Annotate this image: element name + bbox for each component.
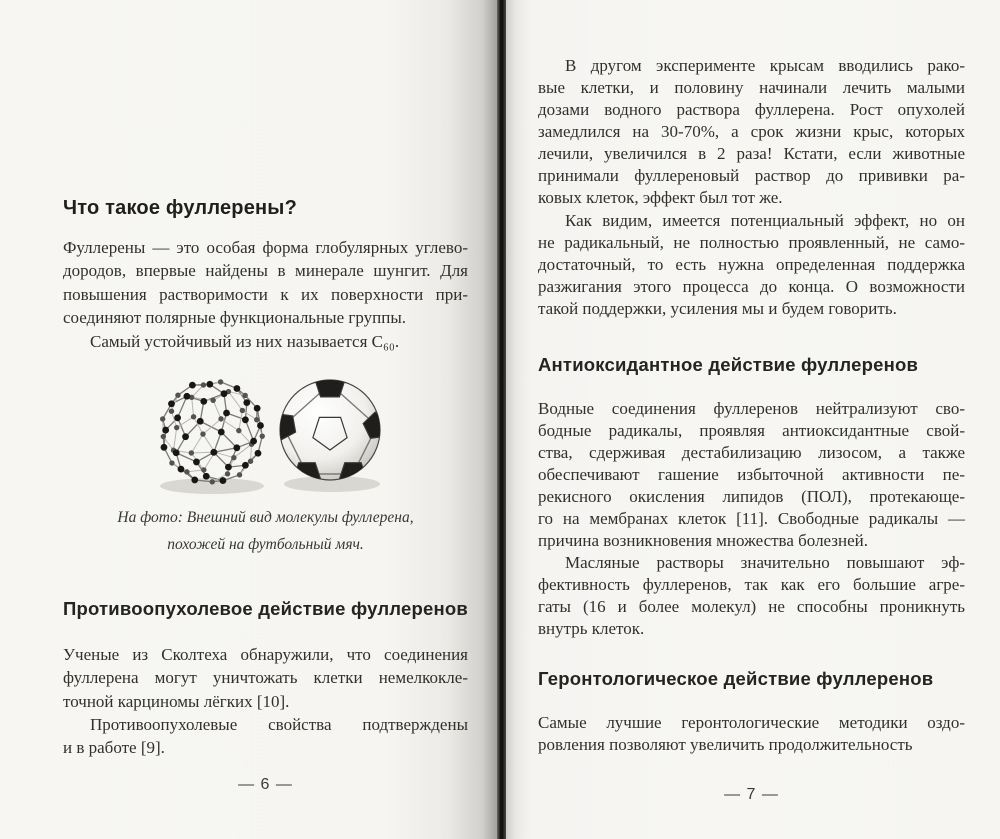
text-line: го на мембранах клеток [11]. Свободные радикалы — — [538, 509, 965, 528]
heading-antioxidant-action: Антиоксидантное действие фуллеренов — [538, 354, 919, 375]
figure-caption — [63, 504, 468, 558]
text-line: фуллерена могут уничтожать клетки немелкокле- — [63, 668, 468, 688]
gerontology-paragraph — [538, 712, 965, 756]
figure-caption-line2: похожей на футбольный мяч. — [167, 536, 364, 553]
text-line: и в работе [9]. — [63, 738, 165, 758]
confirmed-paragraph — [63, 713, 468, 760]
text-line: дозами водного раствора фуллерена. Рост опухолей — [538, 100, 965, 119]
text-line: повышения растворимости к их поверхности при- — [63, 284, 468, 304]
left-page — [0, 0, 497, 839]
antioxidant-paragraph — [538, 398, 965, 552]
text-line: причина возникновения множества болезней. — [538, 531, 869, 550]
text-line: ства, сдерживая дестабилизацию лизосом, а также — [538, 443, 965, 462]
text-line: замедлился на 30-70%, а срок жизни крыс, которых — [538, 122, 965, 141]
book-spine — [497, 0, 506, 839]
heading-gerontology-action: Геронтологическое действие фуллеренов — [538, 668, 934, 689]
text-line: Самые лучшие геронтологические методики оздо- — [538, 713, 965, 732]
text-line: Ученые из Сколтеха обнаружили, что соединения — [63, 645, 468, 664]
text-line: такой поддержки, усиления мы и будем говорить. — [538, 299, 897, 318]
text-line: лечили, увеличился в 2 раза! Кстати, если животные — [538, 144, 965, 163]
right-page — [506, 0, 1000, 839]
text-line: достаточный, то есть нужна определенная поддержка — [538, 255, 965, 274]
skoltech-paragraph — [63, 643, 468, 713]
text-line: Фуллерены — это особая форма глобулярных углево- — [63, 238, 468, 257]
text-line: В другом эксперименте крысам вводились рако- — [565, 56, 965, 75]
text-line: Противоопухолевые свойства подтверждены — [90, 715, 468, 734]
heading-what-are-fullerenes: Что такое фуллерены? — [63, 197, 297, 219]
intro-paragraph — [63, 236, 468, 329]
text-line: разжигания этого процесса до конца. О возможности — [538, 277, 965, 296]
text-line: принимали фуллереновый раствор до прививки ра- — [538, 166, 965, 185]
text-line: Водные соединения фуллеренов нейтрализуют сво- — [538, 399, 965, 418]
text-line: внутрь клеток. — [538, 619, 645, 638]
text-line: бодные радикалы, проявляя антиоксидантные свой- — [538, 421, 965, 440]
text-line: обеспечивают гашение избыточной активности пе- — [538, 465, 965, 484]
text-line: ровления позволяют увеличить продолжительность — [538, 735, 913, 754]
text-line: не радикальный, не полностью проявленный, не само- — [538, 233, 965, 252]
c60-paragraph — [63, 330, 468, 353]
page-number-right: — 7 — — [724, 786, 779, 803]
heading-antitumor-action: Противоопухолевое действие фуллеренов — [63, 598, 468, 619]
text-line: дородов, впервые найдены в минерале шунгит. Для — [63, 261, 468, 281]
potential-effect-paragraph — [538, 210, 965, 320]
oil-solutions-paragraph — [538, 552, 965, 640]
soccer-ball-image — [269, 368, 389, 488]
text-line: гаты (16 и более молекул) не способны проникнуть — [538, 597, 965, 616]
text-line: ковых клеток, эффект был тот же. — [538, 188, 783, 207]
page-number-left: — 6 — — [238, 776, 293, 793]
text-line: фективность фуллеренов, так как его большие агре- — [538, 575, 965, 594]
text-line: Как видим, имеется потенциальный эффект, но он — [565, 211, 965, 230]
text-line: рекисного окисления липидов (ПОЛ), протекающе- — [538, 487, 965, 506]
figure-fullerene-and-ball — [120, 368, 430, 498]
text-line: вые клетки, и половину начинали лечить малыми — [538, 78, 965, 97]
fullerene-molecule-image — [160, 379, 265, 484]
figure-caption-line1: На фото: Внешний вид молекулы фуллерена, — [117, 509, 414, 526]
text-line: Масляные растворы значительно повышают эф- — [565, 553, 965, 572]
text-line: Самый устойчивый из них называется С₆₀. — [90, 332, 400, 351]
text-line: точной карциномы лёгких [10]. — [63, 691, 290, 711]
experiment-paragraph — [538, 55, 965, 209]
text-line: соединяют полярные функциональные группы. — [63, 307, 406, 327]
